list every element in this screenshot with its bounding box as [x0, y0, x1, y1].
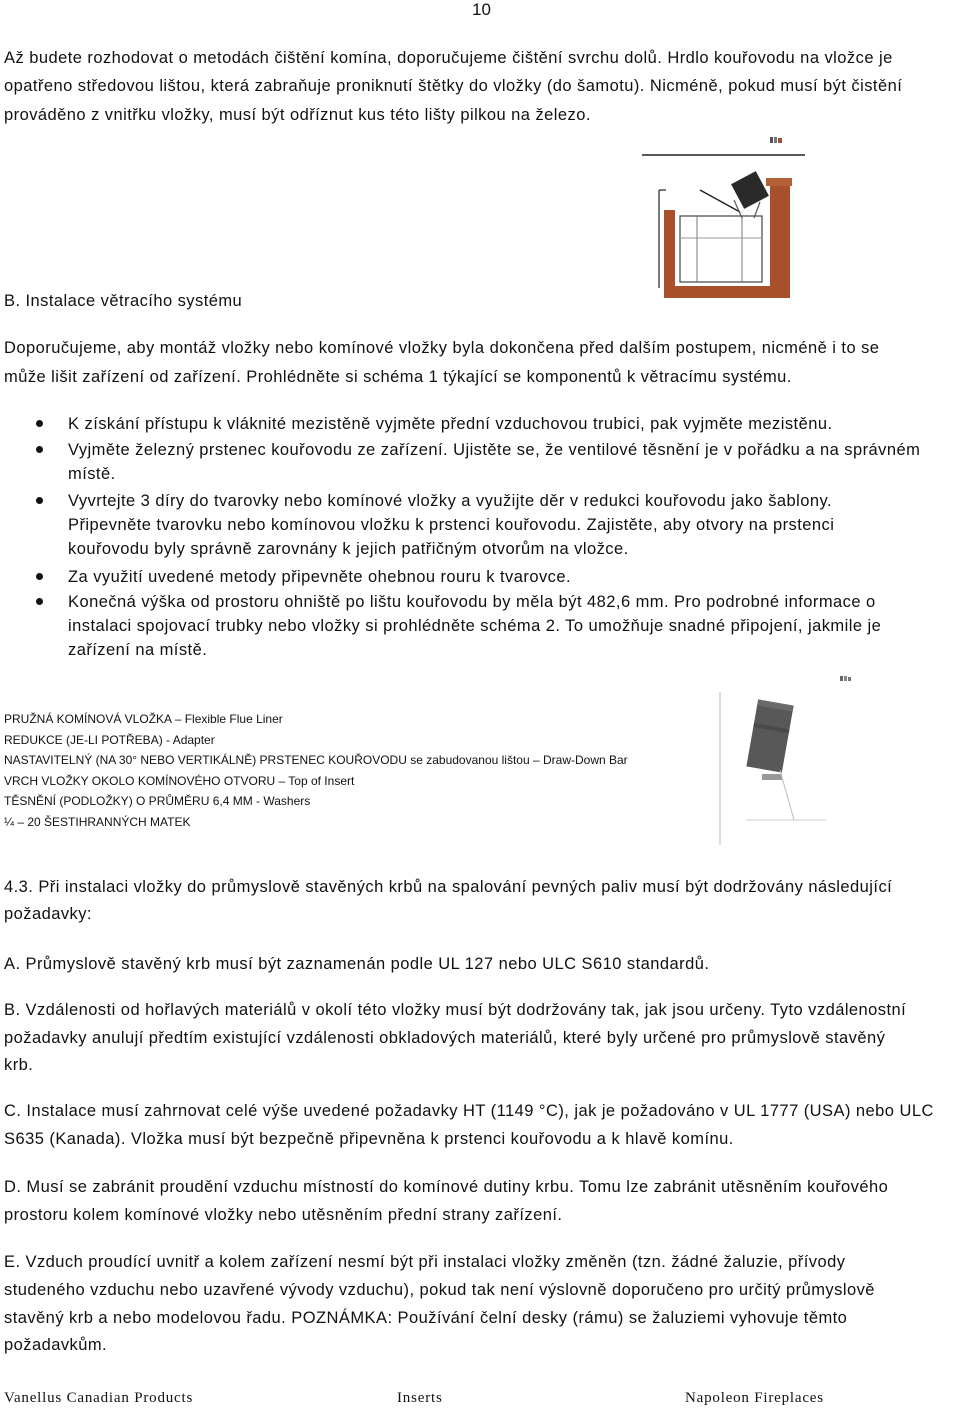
- requirement-line: prostoru kolem komínové vložky nebo utěsněním přední strany zařízení.: [4, 1206, 563, 1224]
- list-item-line: Vyjměte železný prstenec kouřovodu ze zařízení. Ujistěte se, že ventilové těsnění je v pořádku a na správném: [68, 441, 921, 459]
- list-item-line: místě.: [68, 465, 116, 483]
- figure-1-brick-floor: [664, 286, 790, 298]
- figure-1-insert-body: [680, 216, 762, 282]
- figure-1-diagram: [642, 128, 808, 300]
- intro-line: prováděno z vnitřku vložky, musí být odříznut kus této lišty pilkou na železo.: [4, 106, 591, 124]
- figure-1-label-mark: [770, 137, 782, 143]
- figure-2-flexible-liner: [746, 699, 793, 772]
- legend-item: NASTAVITELNÝ (NA 30° NEBO VERTIKÁLNĚ) PRSTENEC KOUŘOVODU se zabudovanou lištou – Draw-Down Bar: [4, 753, 628, 767]
- figure-2-adapter: [762, 774, 782, 780]
- footer-brand: Napoleon Fireplaces: [685, 1390, 824, 1406]
- paragraph-line: Doporučujeme, aby montáž vložky nebo komínové vložky byla dokončena před dalším postupem, nicméně i to se: [4, 339, 880, 357]
- requirement-line: C. Instalace musí zahrnovat celé výše uvedené požadavky HT (1149 °C), jak je požadováno v UL 1777 (USA) nebo ULC: [4, 1102, 934, 1120]
- requirement-line: studeného vzduchu nebo uzavřené vývody vzduchu), pokud tak není výslovně doporučeno pro určitý průmyslově: [4, 1281, 875, 1299]
- list-item-line: Připevněte tvarovku nebo komínovou vložku k prstenci kouřovodu. Zajistěte, aby otvory na prstenci: [68, 516, 835, 534]
- requirement-line: E. Vzduch proudící uvnitř a kolem zařízení nesmí být při instalaci vložky změněn (tzn. žádné žaluzie, přívody: [4, 1253, 846, 1271]
- list-item-line: K získání přístupu k vláknité mezistěně vyjměte přední vzduchovou trubici, pak vyjměte mezistěnu.: [68, 415, 833, 433]
- figure-2-leader-line: [780, 770, 794, 820]
- requirement-line: krb.: [4, 1056, 34, 1074]
- figure-1-left-brick-wall: [664, 210, 675, 298]
- list-item-line: zařízení na místě.: [68, 641, 208, 659]
- intro-line: opatřeno středovou lištou, která zabraňuje proniknutí štětky do vložky (do šamotu). Nicméně, pokud musí být čistění: [4, 77, 903, 95]
- bullet-icon: [36, 446, 43, 453]
- bullet-icon: [36, 598, 43, 605]
- legend-item: TĚSNĚNÍ (PODLOŽKY) O PRŮMĚRU 6,4 MM - Washers: [4, 794, 311, 808]
- figure-1-right-brick-wall: [770, 185, 790, 298]
- legend-item: VRCH VLOŽKY OKOLO KOMÍNOVÉHO OTVORU – Top of Insert: [4, 774, 355, 788]
- figure-2-diagram: [716, 670, 866, 850]
- footer-company: Vanellus Canadian Products: [4, 1390, 194, 1406]
- legend-item: ¼ – 20 ŠESTIHRANNÝCH MATEK: [4, 815, 191, 829]
- bullet-icon: [36, 420, 43, 427]
- list-item-line: instalaci spojovací trubky nebo vložky si prohlédněte schéma 2. To umožňuje snadné připojení, jakmile je: [68, 617, 882, 635]
- bullet-icon: [36, 497, 43, 504]
- legend-item: REDUKCE (JE-LI POTŘEBA) - Adapter: [4, 733, 215, 747]
- paragraph-line: může lišit zařízení od zařízení. Prohlédněte si schéma 1 týkající se komponentů k větracímu systému.: [4, 368, 792, 386]
- intro-line: Až budete rozhodovat o metodách čištění komína, doporučujeme čištění svrchu dolů. Hrdlo kouřovodu na vložce je: [4, 49, 893, 67]
- heading-line: požadavky:: [4, 905, 92, 923]
- figure-2-label-mark: [840, 676, 851, 681]
- figure-1-flue-liner: [731, 171, 769, 209]
- list-item-line: kouřovodu byly správně zarovnány k jejich patřičným otvorům na vložce.: [68, 540, 629, 558]
- list-item-line: Vyvrtejte 3 díry do tvarovky nebo komínové vložky a využijte děr v redukci kouřovodu jako šablony.: [68, 492, 833, 510]
- heading-line: 4.3. Při instalaci vložky do průmyslově stavěných krbů na spalování pevných paliv musí být dodržovány následující: [4, 878, 893, 896]
- list-item-line: Konečná výška od prostoru ohniště po lištu kouřovodu by měla být 482,6 mm. Pro podrobné informace o: [68, 593, 876, 611]
- requirement-line: požadavky anulují předtím existující vzdálenosti obkladových materiálů, které byly určené pro průmyslově stavěný: [4, 1029, 886, 1047]
- requirement-line: D. Musí se zabránit proudění vzduchu místností do komínové dutiny krbu. Tomu lze zabránit utěsněním kouřového: [4, 1178, 889, 1196]
- footer-section: Inserts: [397, 1390, 443, 1406]
- page-number: 10: [472, 0, 491, 19]
- legend-item: PRUŽNÁ KOMÍNOVÁ VLOŽKA – Flexible Flue Liner: [4, 712, 283, 726]
- requirement-line: S635 (Kanada). Vložka musí být bezpečně připevněna k prstenci kouřovodu a k hlavě komínu.: [4, 1130, 734, 1148]
- requirement-line: A. Průmyslově stavěný krb musí být zaznamenán podle UL 127 nebo ULC S610 standardů.: [4, 955, 710, 973]
- list-item-line: Za využití uvedené metody připevněte ohebnou rouru k tvarovce.: [68, 568, 572, 586]
- figure-1-chimney-cap: [766, 178, 792, 186]
- section-heading-ventilation: B. Instalace větracího systému: [4, 292, 243, 310]
- bullet-icon: [36, 573, 43, 580]
- requirement-line: B. Vzdálenosti od hořlavých materiálů v okolí této vložky musí být dodržovány tak, jak jsou určeny. Tyto vzdálenostní: [4, 1001, 907, 1019]
- requirement-line: stavěný krb a nebo modelovou řadu. POZNÁMKA: Používání čelní desky (rámu) se žaluziemi vyhovuje těmto: [4, 1309, 848, 1327]
- requirement-line: požadavkům.: [4, 1336, 108, 1354]
